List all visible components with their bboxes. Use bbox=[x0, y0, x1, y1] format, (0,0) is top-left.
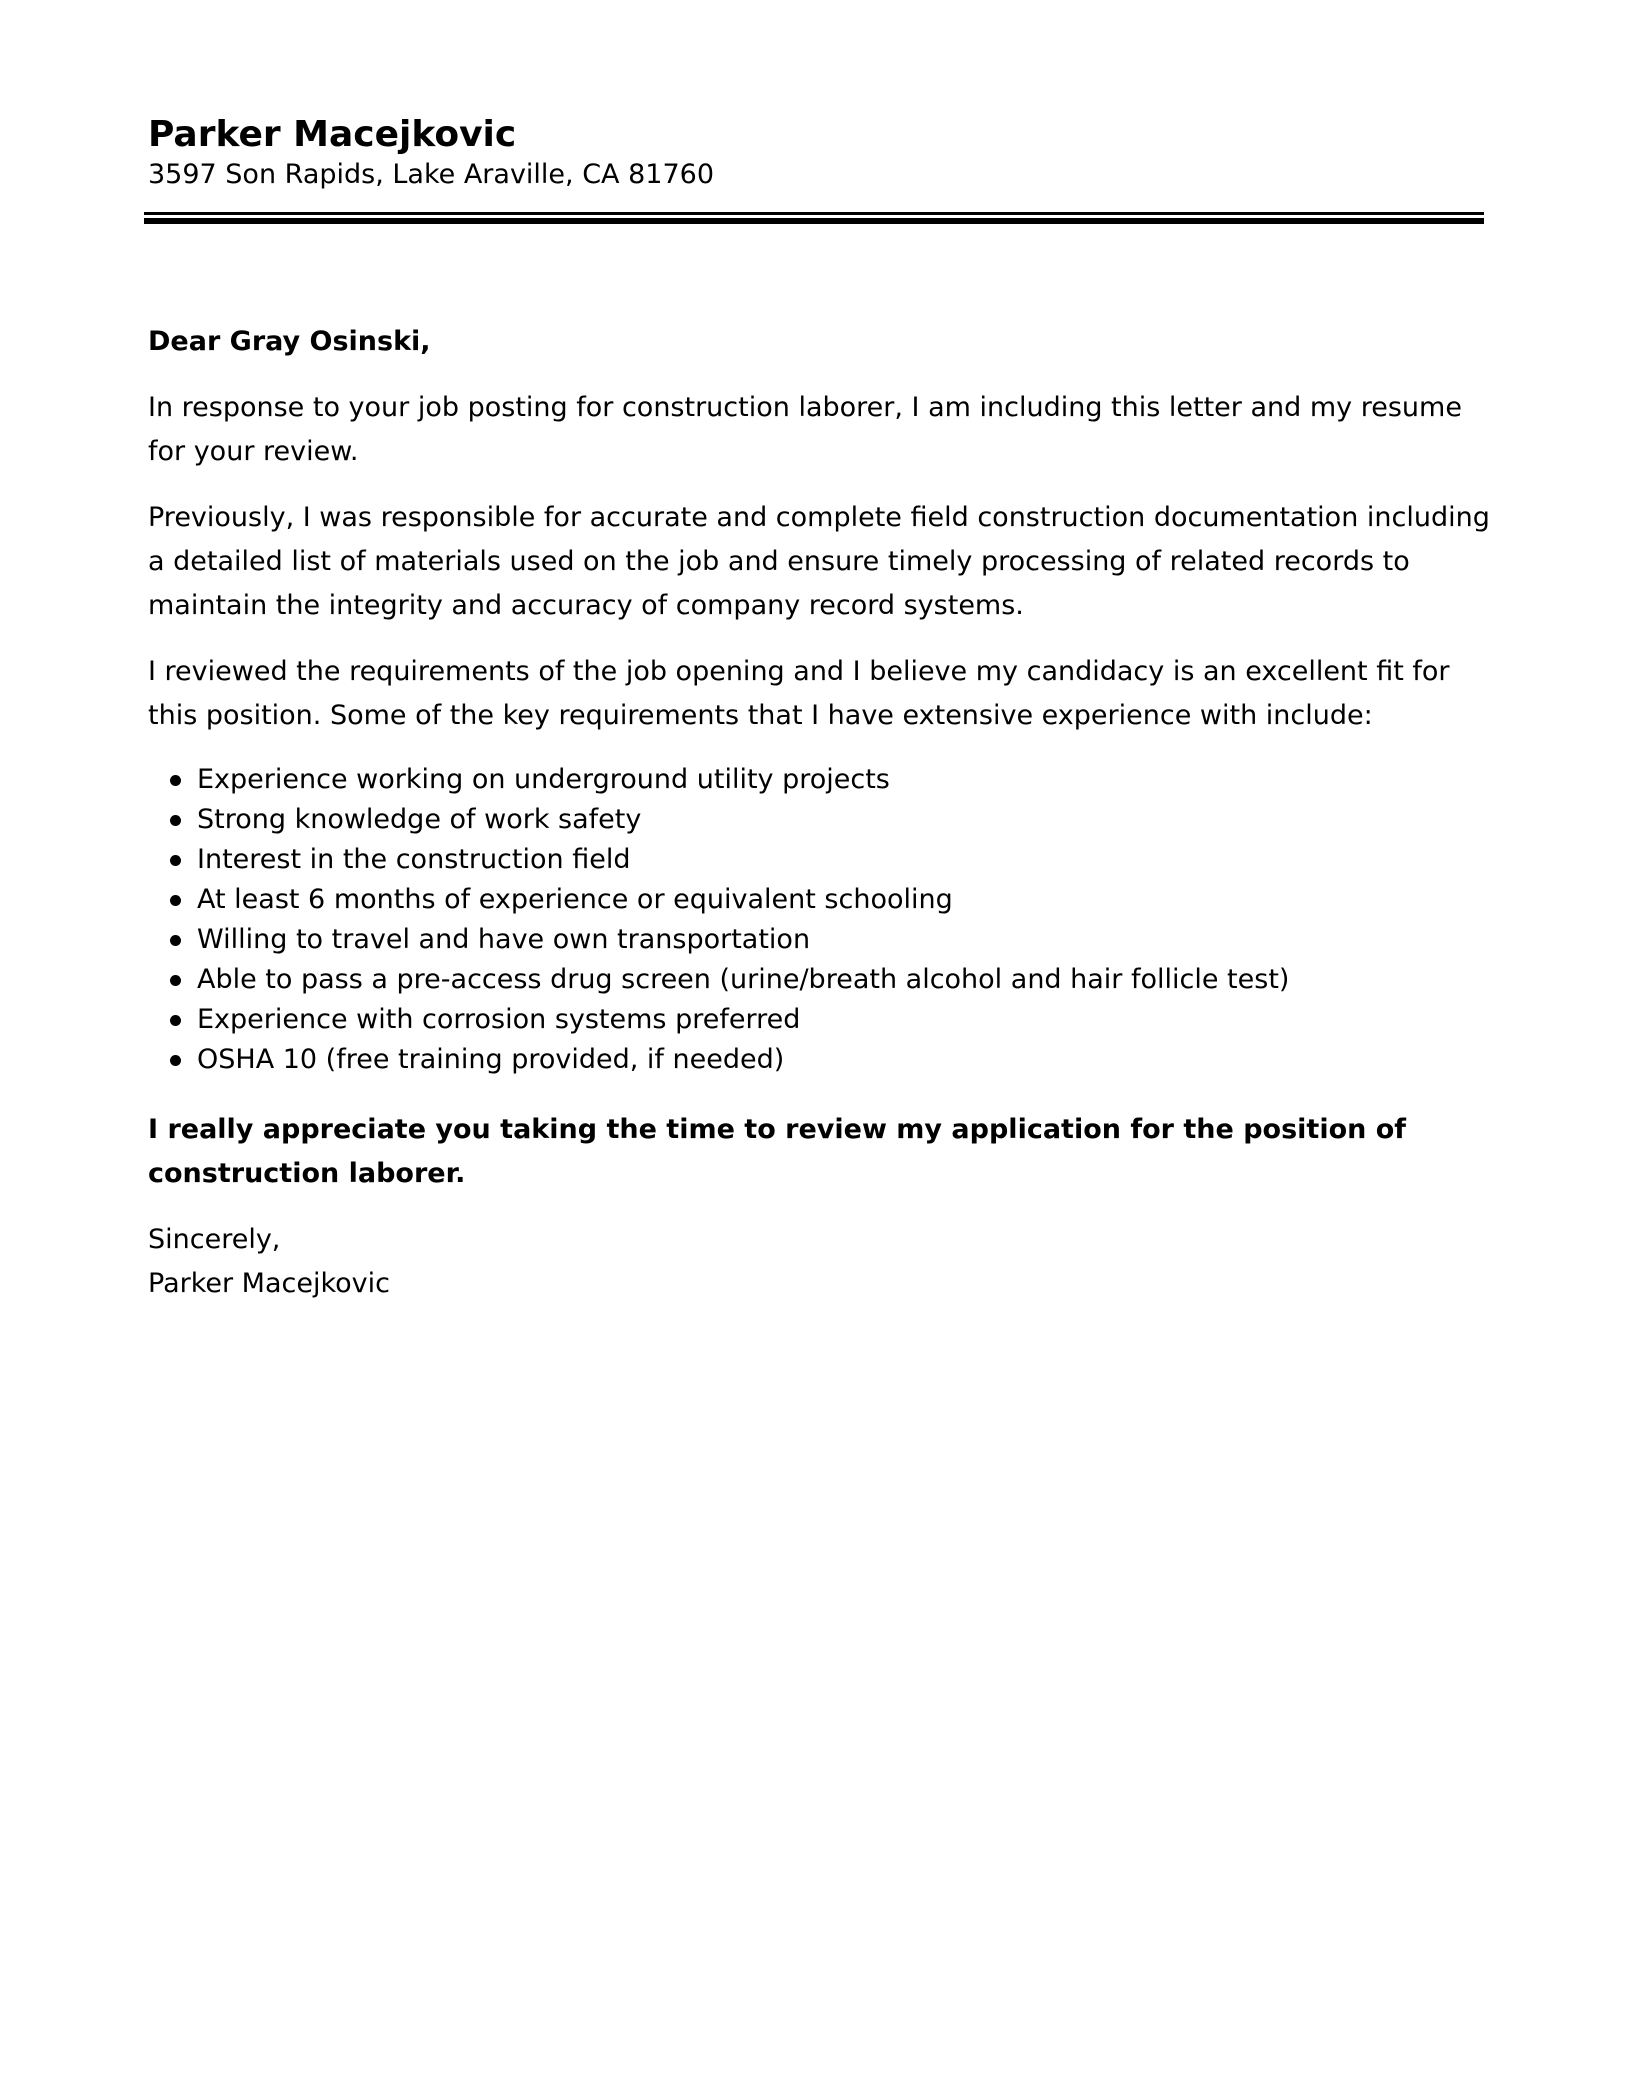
sender-address: 3597 Son Rapids, Lake Araville, CA 81760 bbox=[148, 159, 714, 190]
paragraph-requirements-intro: I reviewed the requirements of the job opening and I believe my candidacy is an excellent fit for this position. Some of the key requirements that I have extensive experience with include: bbox=[148, 656, 1450, 731]
signature-name: Parker Macejkovic bbox=[148, 1268, 390, 1299]
bullet-icon bbox=[170, 775, 181, 786]
list-item bbox=[148, 1040, 1493, 1080]
paragraph-intro: In response to your job posting for construction laborer, I am including this letter and my resume for your review. bbox=[148, 392, 1462, 467]
list-item-text: Experience working on underground utility projects bbox=[197, 764, 890, 795]
list-item bbox=[148, 880, 1493, 920]
bullet-icon bbox=[170, 1055, 181, 1066]
list-item bbox=[148, 760, 1493, 800]
list-item bbox=[148, 800, 1493, 840]
list-item bbox=[148, 920, 1493, 960]
list-item-text: Interest in the construction field bbox=[197, 844, 631, 875]
header-divider-thick bbox=[144, 218, 1484, 224]
list-item-text: Experience with corrosion systems preferred bbox=[197, 1004, 801, 1035]
paragraph-experience: Previously, I was responsible for accurate and complete field construction documentation including a detailed list of materials used on the job and ensure timely processing of related records to maintain the integrity and accuracy of company record systems. bbox=[148, 502, 1490, 621]
list-item bbox=[148, 1000, 1493, 1040]
salutation: Dear Gray Osinski, bbox=[148, 326, 431, 357]
header-divider-thin bbox=[144, 212, 1484, 215]
bullet-icon bbox=[170, 935, 181, 946]
bullet-icon bbox=[170, 855, 181, 866]
bullet-icon bbox=[170, 815, 181, 826]
list-item-text: Willing to travel and have own transportation bbox=[197, 924, 811, 955]
letter-body bbox=[148, 320, 1493, 1306]
sender-name: Parker Macejkovic bbox=[148, 114, 517, 155]
list-item-text: At least 6 months of experience or equivalent schooling bbox=[197, 884, 953, 915]
bullet-icon bbox=[170, 1015, 181, 1026]
list-item bbox=[148, 840, 1493, 880]
list-item-text: Strong knowledge of work safety bbox=[197, 804, 642, 835]
closing-statement: I really appreciate you taking the time to review my application for the position of construction laborer. bbox=[148, 1114, 1407, 1189]
list-item-text: Able to pass a pre-access drug screen (urine/breath alcohol and hair follicle test) bbox=[197, 964, 1290, 995]
bullet-icon bbox=[170, 975, 181, 986]
list-item-text: OSHA 10 (free training provided, if needed) bbox=[197, 1044, 785, 1075]
signoff: Sincerely, bbox=[148, 1224, 281, 1255]
list-item bbox=[148, 960, 1493, 1000]
requirements-list bbox=[148, 760, 1493, 1080]
bullet-icon bbox=[170, 895, 181, 906]
header-divider bbox=[144, 212, 1484, 224]
